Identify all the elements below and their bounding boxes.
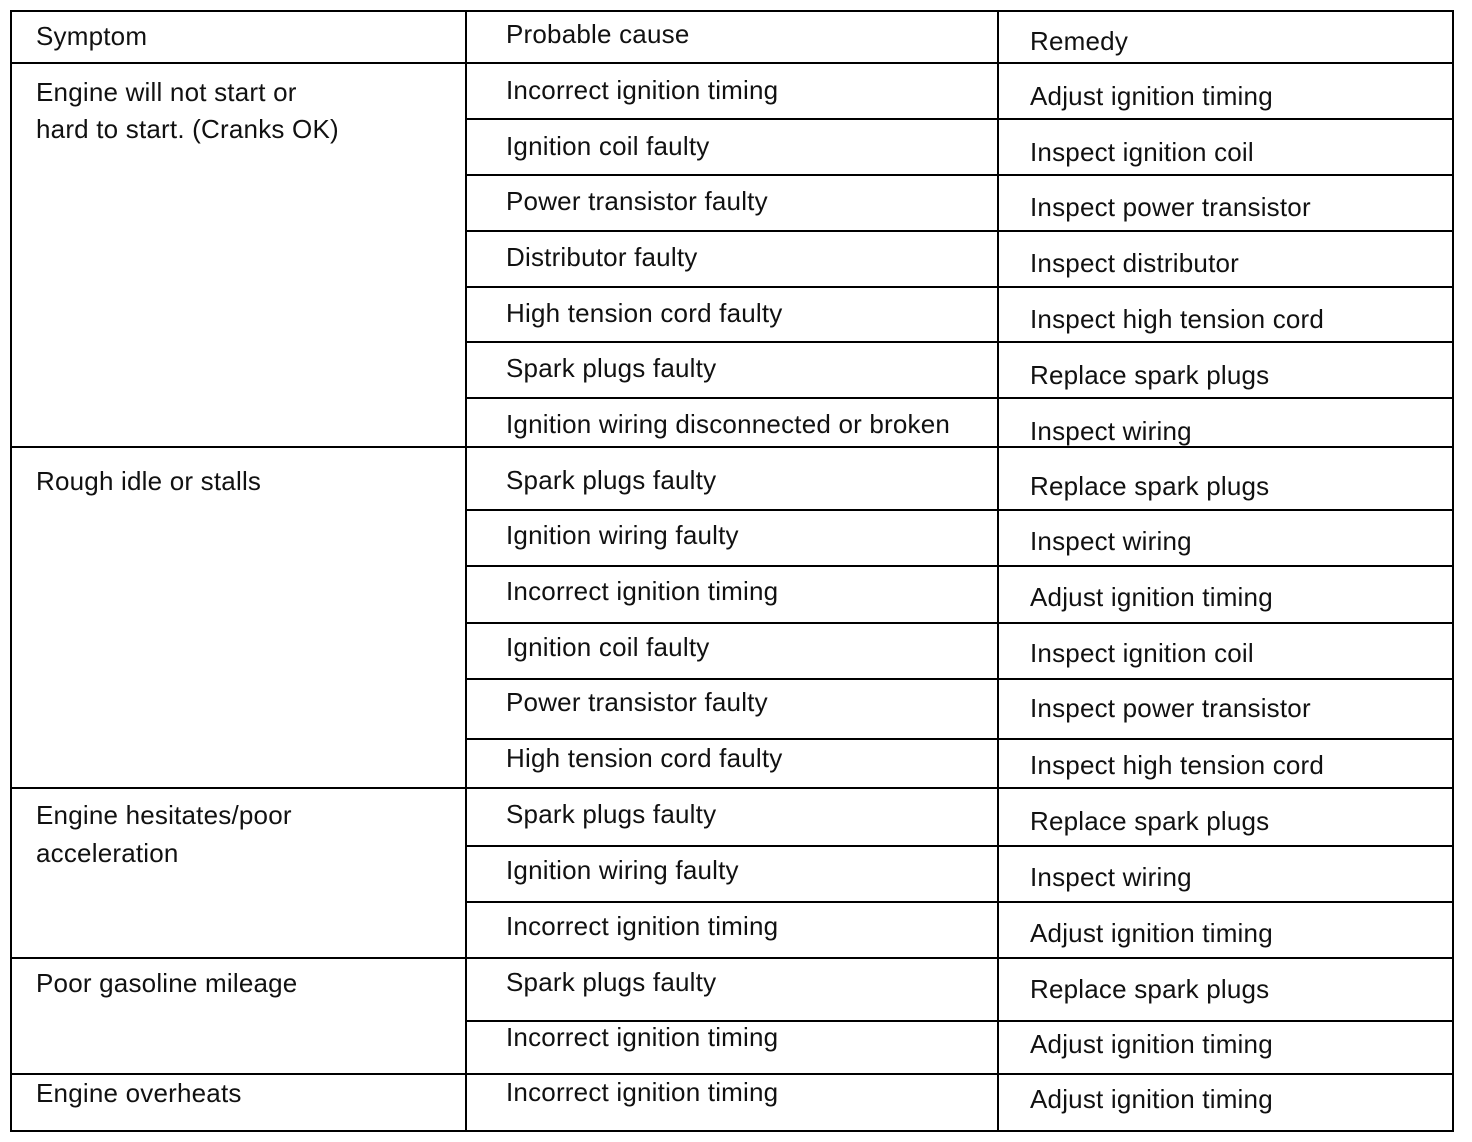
header-symptom: Symptom	[36, 21, 148, 51]
row-divider	[467, 901, 1452, 903]
symptom-text: Rough idle or stalls	[36, 466, 262, 496]
cause-cell: Spark plugs faulty	[506, 353, 717, 383]
remedy-cell: Replace spark plugs	[1030, 974, 1270, 1004]
cause-cell: Spark plugs faulty	[506, 465, 717, 495]
symptom-text: Engine will not start or	[36, 77, 297, 107]
cause-cell: Incorrect ignition timing	[506, 576, 779, 606]
cause-cell: Ignition wiring disconnected or broken	[506, 409, 951, 439]
symptom-text: hard to start. (Cranks OK)	[36, 114, 339, 144]
row-divider	[467, 622, 1452, 624]
symptom-text: Engine hesitates/poor	[36, 800, 292, 830]
cause-cell: High tension cord faulty	[506, 743, 783, 773]
remedy-cell: Inspect distributor	[1030, 248, 1240, 278]
remedy-cell: Replace spark plugs	[1030, 360, 1270, 390]
row-divider	[467, 678, 1452, 680]
remedy-cell: Replace spark plugs	[1030, 471, 1270, 501]
row-divider	[467, 397, 1452, 399]
group-divider	[12, 957, 1452, 959]
cause-cell: Power transistor faulty	[506, 186, 768, 216]
cause-cell: High tension cord faulty	[506, 298, 783, 328]
header-remedy: Remedy	[1030, 26, 1129, 56]
remedy-cell: Inspect wiring	[1030, 862, 1192, 892]
cause-cell: Ignition wiring faulty	[506, 855, 739, 885]
remedy-cell: Adjust ignition timing	[1030, 918, 1273, 948]
remedy-cell: Inspect high tension cord	[1030, 750, 1325, 780]
remedy-cell: Inspect high tension cord	[1030, 304, 1325, 334]
remedy-cell: Replace spark plugs	[1030, 806, 1270, 836]
symptom-text: Poor gasoline mileage	[36, 968, 298, 998]
cause-cell: Spark plugs faulty	[506, 799, 717, 829]
symptom-text: acceleration	[36, 838, 179, 868]
remedy-cell: Adjust ignition timing	[1030, 81, 1273, 111]
row-divider	[467, 118, 1452, 120]
cause-cell: Ignition coil faulty	[506, 632, 710, 662]
row-divider	[467, 341, 1452, 343]
remedy-cell: Inspect power transistor	[1030, 192, 1311, 222]
row-divider	[467, 565, 1452, 567]
cause-cell: Incorrect ignition timing	[506, 911, 779, 941]
symptom-text: Engine overheats	[36, 1078, 242, 1108]
remedy-cell: Adjust ignition timing	[1030, 1029, 1273, 1059]
remedy-cell: Inspect wiring	[1030, 526, 1192, 556]
cause-cell: Ignition wiring faulty	[506, 520, 739, 550]
row-divider	[467, 845, 1452, 847]
row-divider	[467, 509, 1452, 511]
row-divider	[467, 286, 1452, 288]
cause-cell: Ignition coil faulty	[506, 131, 710, 161]
group-divider	[12, 787, 1452, 789]
cause-cell: Spark plugs faulty	[506, 967, 717, 997]
cause-cell: Distributor faulty	[506, 242, 698, 272]
column-divider	[465, 12, 467, 1130]
row-divider	[467, 174, 1452, 176]
remedy-cell: Inspect ignition coil	[1030, 137, 1254, 167]
column-divider	[997, 12, 999, 1130]
row-divider	[467, 230, 1452, 232]
header-probable-cause: Probable cause	[506, 19, 690, 49]
remedy-cell: Inspect ignition coil	[1030, 638, 1254, 668]
troubleshooting-table	[10, 10, 1454, 1132]
group-divider	[12, 446, 1452, 448]
cause-cell: Power transistor faulty	[506, 687, 768, 717]
cause-cell: Incorrect ignition timing	[506, 1077, 779, 1107]
remedy-cell: Adjust ignition timing	[1030, 582, 1273, 612]
remedy-cell: Adjust ignition timing	[1030, 1084, 1273, 1114]
cause-cell: Incorrect ignition timing	[506, 75, 779, 105]
cause-cell: Incorrect ignition timing	[506, 1022, 779, 1052]
remedy-cell: Inspect power transistor	[1030, 693, 1311, 723]
header-divider	[12, 62, 1452, 64]
remedy-cell: Inspect wiring	[1030, 416, 1192, 446]
